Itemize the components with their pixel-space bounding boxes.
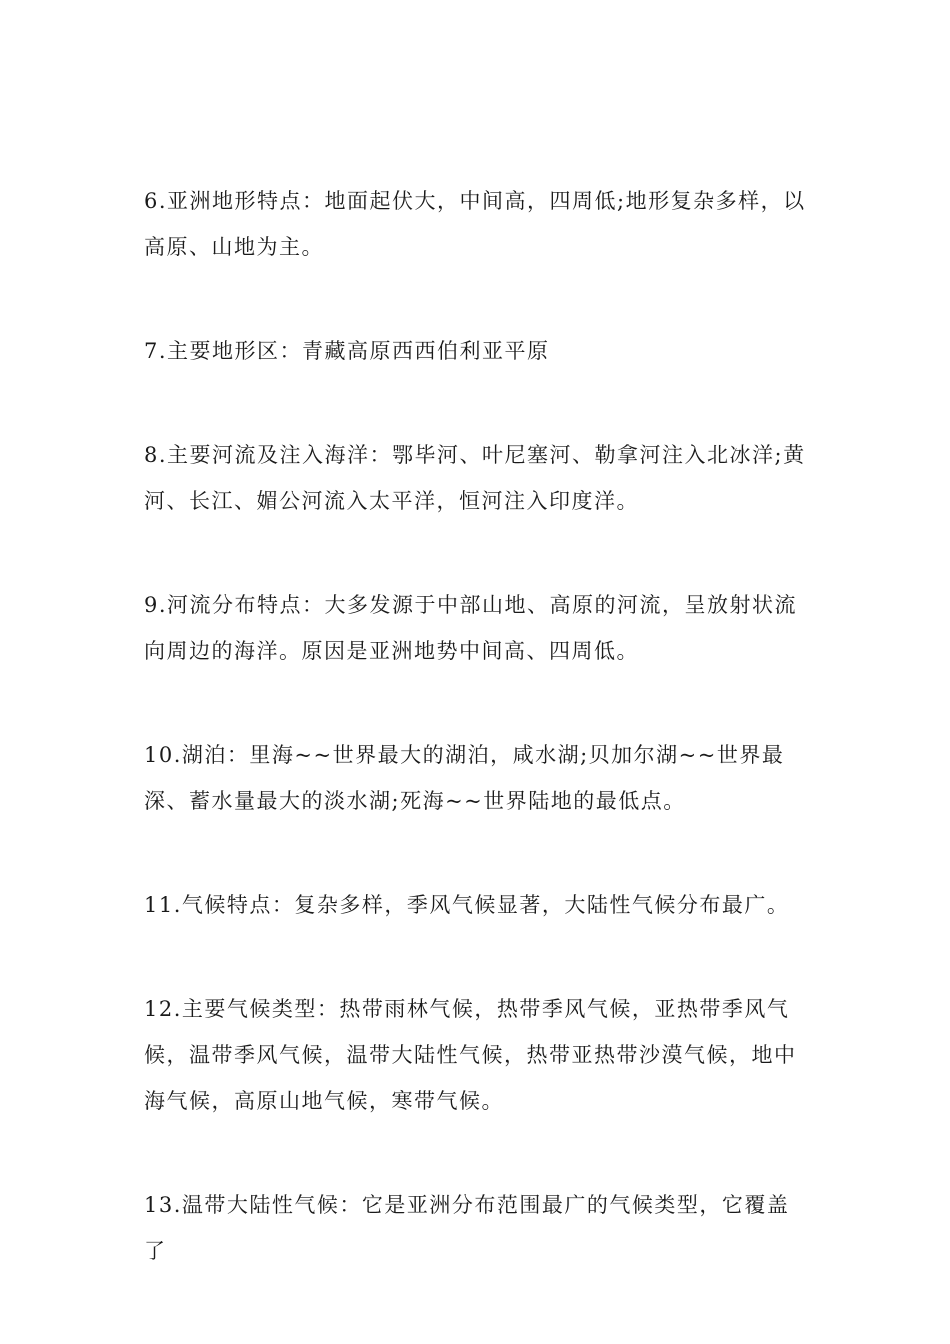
paragraph-12: 12.主要气候类型：热带雨林气候，热带季风气候，亚热带季风气候，温带季风气候，温带大陆性气候，热带亚热带沙漠气候，地中海气候，高原山地气候，寒带气候。 [144, 997, 797, 1113]
paragraph-10: 10.湖泊：里海~~世界最大的湖泊，咸水湖;贝加尔湖~~世界最深、蓄水量最大的淡水湖;死海~~世界陆地的最低点。 [144, 743, 785, 813]
paragraph-9: 9.河流分布特点：大多发源于中部山地、高原的河流，呈放射状流向周边的海洋。原因是亚洲地势中间高、四周低。 [144, 593, 798, 663]
paragraph-7: 7.主要地形区：青藏高原西西伯利亚平原 [144, 339, 550, 363]
paragraph-13: 13.温带大陆性气候：它是亚洲分布范围最广的气候类型，它覆盖了 [144, 1193, 790, 1263]
paragraph-8: 8.主要河流及注入海洋：鄂毕河、叶尼塞河、勒拿河注入北冰洋;黄河、长江、媚公河流入太平洋，恒河注入印度洋。 [144, 443, 806, 513]
paragraph-6: 6.亚洲地形特点：地面起伏大，中间高，四周低;地形复杂多样，以高原、山地为主。 [144, 189, 806, 259]
paragraph-11: 11.气候特点：复杂多样，季风气候显著，大陆性气候分布最广。 [144, 893, 790, 917]
document-body [144, 178, 808, 1332]
